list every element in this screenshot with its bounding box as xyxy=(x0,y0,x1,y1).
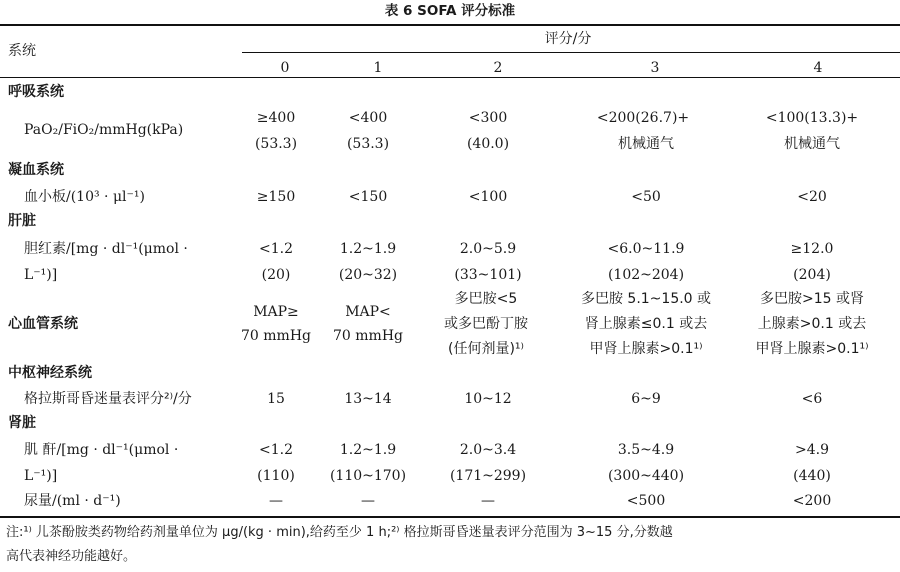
section-cardiovascular: 心血管系统 xyxy=(8,316,78,332)
cardio-score-1-line2: 70 mmHg xyxy=(333,328,403,344)
header-rule xyxy=(0,77,900,78)
bilirubin-score-3-value: <6.0~11.9 xyxy=(607,241,685,257)
creatinine-score-2-value: 2.0~3.4 xyxy=(459,442,517,458)
creatinine-label-line2: L⁻¹)] xyxy=(24,468,58,484)
urine-label: 尿量/(ml · d⁻¹) xyxy=(24,493,121,509)
bilirubin-score-4-umol: (204) xyxy=(793,267,831,283)
header-score-4: 4 xyxy=(813,60,823,76)
urine-score-3: <500 xyxy=(626,493,666,509)
cardio-score-2-line3: (任何剂量)¹⁾ xyxy=(448,341,524,357)
cardio-score-1-line1: MAP< xyxy=(345,304,391,320)
platelet-score-0: ≥150 xyxy=(256,189,296,205)
bilirubin-score-1-value: 1.2~1.9 xyxy=(339,241,397,257)
pao2-score-1-value: <400 xyxy=(348,110,388,126)
bottom-rule xyxy=(0,516,900,518)
pao2-score-1-kpa: (53.3) xyxy=(346,136,390,152)
table-title: 表 6 SOFA 评分标准 xyxy=(384,3,516,19)
bilirubin-score-2-umol: (33~101) xyxy=(454,267,522,283)
cardio-score-3-line1: 多巴胺 5.1~15.0 或 xyxy=(580,291,712,307)
section-cns: 中枢神经系统 xyxy=(8,365,92,381)
platelet-score-1: <150 xyxy=(348,189,388,205)
creatinine-score-4-value: >4.9 xyxy=(795,442,829,458)
creatinine-score-3-value: 3.5~4.9 xyxy=(617,442,675,458)
cardio-score-2-line1: 多巴胺<5 xyxy=(454,291,518,307)
urine-score-0: — xyxy=(269,493,283,509)
gcs-score-0: 15 xyxy=(267,391,285,407)
urine-score-2: — xyxy=(481,493,495,509)
cardio-score-4-line1: 多巴胺>15 或肾 xyxy=(760,291,864,307)
footnote-line1: 注:¹⁾ 儿茶酚胺类药物给药剂量单位为 μg/(kg · min),给药至少 1 h;²⁾ 格拉斯哥昏迷量表评分范围为 3~15 分,分数越 xyxy=(6,525,673,540)
urine-score-4: <200 xyxy=(792,493,832,509)
bilirubin-score-0-value: <1.2 xyxy=(259,241,293,257)
header-score-0: 0 xyxy=(280,60,290,76)
header-score-group: 评分/分 xyxy=(544,31,592,47)
cardio-score-4-line2: 上腺素>0.1 或去 xyxy=(757,316,867,332)
header-score-2: 2 xyxy=(493,60,503,76)
creatinine-score-1-umol: (110~170) xyxy=(329,468,407,484)
pao2-score-3-ventilation: 机械通气 xyxy=(618,136,674,152)
pao2-score-0-value: ≥400 xyxy=(256,110,296,126)
bilirubin-score-0-umol: (20) xyxy=(261,267,291,283)
cardio-score-0-line2: 70 mmHg xyxy=(241,328,311,344)
bilirubin-score-2-value: 2.0~5.9 xyxy=(459,241,517,257)
platelet-score-2: <100 xyxy=(468,189,508,205)
cardio-score-0-line1: MAP≥ xyxy=(253,304,299,320)
bilirubin-score-1-umol: (20~32) xyxy=(338,267,398,283)
gcs-label: 格拉斯哥昏迷量表评分²⁾/分 xyxy=(24,391,192,407)
gcs-score-3: 6~9 xyxy=(631,391,661,407)
urine-score-1: — xyxy=(361,493,375,509)
platelet-label: 血小板/(10³ · μl⁻¹) xyxy=(24,189,145,205)
platelet-score-4: <20 xyxy=(797,189,827,205)
pao2-score-4-value: <100(13.3)+ xyxy=(765,110,859,126)
header-score-1: 1 xyxy=(373,60,383,76)
header-system: 系统 xyxy=(8,43,36,59)
pao2-label: PaO₂/FiO₂/mmHg(kPa) xyxy=(24,122,184,138)
bilirubin-label-line2: L⁻¹)] xyxy=(24,267,58,283)
gcs-score-4: <6 xyxy=(801,391,823,407)
cardio-score-3-line3: 甲肾上腺素>0.1¹⁾ xyxy=(589,341,703,357)
pao2-score-2-kpa: (40.0) xyxy=(466,136,510,152)
bilirubin-label-line1: 胆红素/[mg · dl⁻¹(μmol · xyxy=(24,241,188,257)
section-respiratory: 呼吸系统 xyxy=(8,84,64,100)
creatinine-label-line1: 肌 酐/[mg · dl⁻¹(μmol · xyxy=(24,442,179,458)
pao2-score-2-value: <300 xyxy=(468,110,508,126)
header-score-3: 3 xyxy=(650,60,660,76)
pao2-score-4-ventilation: 机械通气 xyxy=(784,136,840,152)
gcs-score-1: 13~14 xyxy=(344,391,392,407)
cardio-score-3-line2: 肾上腺素≤0.1 或去 xyxy=(584,316,708,332)
creatinine-score-0-value: <1.2 xyxy=(259,442,293,458)
section-liver: 肝脏 xyxy=(8,213,36,229)
creatinine-score-4-umol: (440) xyxy=(793,468,831,484)
creatinine-score-2-umol: (171~299) xyxy=(449,468,527,484)
bilirubin-score-4-value: ≥12.0 xyxy=(790,241,834,257)
gcs-score-2: 10~12 xyxy=(464,391,512,407)
pao2-score-3-value: <200(26.7)+ xyxy=(596,110,690,126)
score-group-rule xyxy=(242,52,900,53)
footnote-line2: 高代表神经功能越好。 xyxy=(6,549,137,564)
creatinine-score-3-umol: (300~440) xyxy=(607,468,685,484)
platelet-score-3: <50 xyxy=(631,189,661,205)
section-coagulation: 凝血系统 xyxy=(8,162,64,178)
top-rule xyxy=(0,24,900,26)
pao2-score-0-kpa: (53.3) xyxy=(254,136,298,152)
section-renal: 肾脏 xyxy=(8,415,36,431)
cardio-score-4-line3: 甲肾上腺素>0.1¹⁾ xyxy=(755,341,869,357)
bilirubin-score-3-umol: (102~204) xyxy=(607,267,685,283)
creatinine-score-0-umol: (110) xyxy=(257,468,295,484)
creatinine-score-1-value: 1.2~1.9 xyxy=(339,442,397,458)
cardio-score-2-line2: 或多巴酚丁胺 xyxy=(444,316,528,332)
